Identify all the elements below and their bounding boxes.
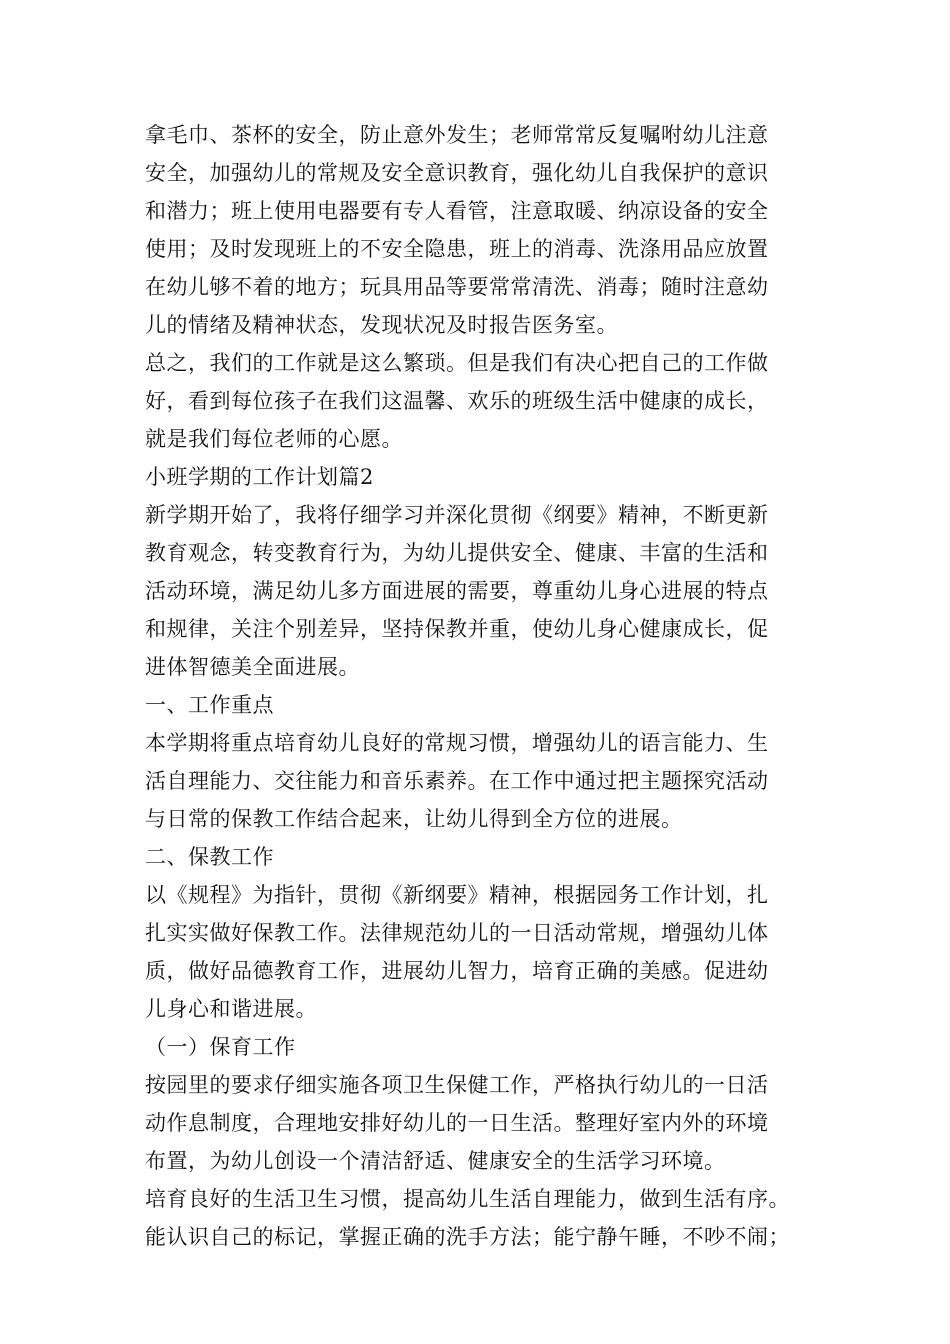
text-line: 质，做好品德教育工作，进展幼儿智力，培育正确的美感。促进幼 xyxy=(145,959,769,983)
text-line: 使用；及时发现班上的不安全隐患，班上的消毒、洗涤用品应放置 xyxy=(145,237,769,261)
text-line: 布置，为幼儿创设一个清洁舒适、健康安全的生活学习环境。 xyxy=(145,1149,726,1173)
text-line: 扎实实做好保教工作。法律规范幼儿的一日活动常规，增强幼儿体 xyxy=(145,921,769,945)
text-line: 培育良好的生活卫生习惯，提高幼儿生活自理能力，做到生活有序。 xyxy=(145,1187,790,1211)
section-heading: 二、保教工作 xyxy=(145,845,274,869)
text-line: 教育观念，转变教育行为，为幼儿提供安全、健康、丰富的生活和 xyxy=(145,541,769,565)
text-line: 在幼儿够不着的地方；玩具用品等要常常清洗、消毒；随时注意幼 xyxy=(145,275,769,299)
subsection-heading: （一）保育工作 xyxy=(145,1035,296,1059)
text-line: 活动环境，满足幼儿多方面进展的需要，尊重幼儿身心进展的特点 xyxy=(145,579,769,603)
text-line: 总之，我们的工作就是这么繁琐。但是我们有决心把自己的工作做 xyxy=(145,351,769,375)
document-body xyxy=(145,116,825,1256)
section-heading: 一、工作重点 xyxy=(145,693,274,717)
text-line: 好，看到每位孩子在我们这温馨、欢乐的班级生活中健康的成长， xyxy=(145,389,769,413)
text-line: 新学期开始了，我将仔细学习并深化贯彻《纲要》精神，不断更新 xyxy=(145,503,769,527)
text-line: 安全，加强幼儿的常规及安全意识教育，强化幼儿自我保护的意识 xyxy=(145,161,769,185)
text-line: 动作息制度，合理地安排好幼儿的一日生活。整理好室内外的环境 xyxy=(145,1111,769,1135)
text-line: 和潜力；班上使用电器要有专人看管，注意取暖、纳凉设备的安全 xyxy=(145,199,769,223)
text-line: 拿毛巾、茶杯的安全，防止意外发生；老师常常反复嘱咐幼儿注意 xyxy=(145,123,769,147)
text-line: 以《规程》为指针，贯彻《新纲要》精神，根据园务工作计划，扎 xyxy=(145,883,769,907)
text-line: 进体智德美全面进展。 xyxy=(145,655,360,679)
text-line: 与日常的保教工作结合起来，让幼儿得到全方位的进展。 xyxy=(145,807,683,831)
text-line: 按园里的要求仔细实施各项卫生保健工作，严格执行幼儿的一日活 xyxy=(145,1073,769,1097)
section-heading: 小班学期的工作计划篇2 xyxy=(145,465,374,489)
text-line: 儿身心和谐进展。 xyxy=(145,997,317,1021)
text-line: 本学期将重点培育幼儿良好的常规习惯，增强幼儿的语言能力、生 xyxy=(145,731,769,755)
text-line: 儿的情绪及精神状态，发现状况及时报告医务室。 xyxy=(145,313,618,337)
text-line: 能认识自己的标记，掌握正确的洗手方法；能宁静午睡，不吵不闹； xyxy=(145,1225,790,1249)
text-line: 和规律，关注个别差异，坚持保教并重，使幼儿身心健康成长，促 xyxy=(145,617,769,641)
text-line: 就是我们每位老师的心愿。 xyxy=(145,427,403,451)
text-line: 活自理能力、交往能力和音乐素养。在工作中通过把主题探究活动 xyxy=(145,769,769,793)
